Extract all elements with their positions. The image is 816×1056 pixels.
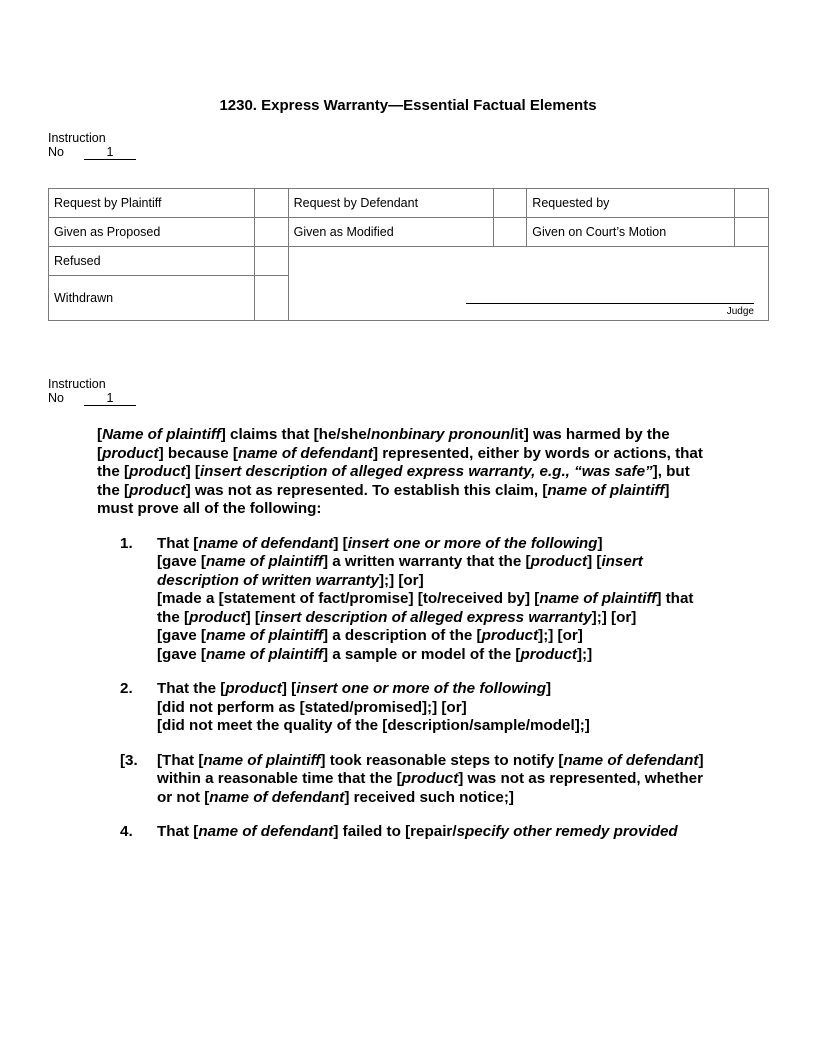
placeholder-text: name of defendant [563, 751, 699, 769]
placeholder-text: product [520, 645, 577, 663]
text-segment: ] a description of the [ [322, 627, 482, 644]
text-segment: ] within a reasonable time that the [ [157, 751, 704, 787]
placeholder-text: product [401, 770, 459, 787]
given-as-modified-label: Given as Modified [288, 218, 493, 247]
text-segment: That [ [157, 534, 199, 552]
refused-label: Refused [49, 247, 255, 276]
placeholder-text: name of plaintiff [547, 481, 665, 499]
placeholder-text: insert one or more of the following [347, 534, 598, 552]
instruction-body [97, 426, 709, 842]
request-by-plaintiff-label: Request by Plaintiff [49, 189, 255, 218]
judge-label: Judge [726, 306, 754, 317]
placeholder-text: name of plaintiff [203, 751, 321, 769]
text-segment: ];] [or] [538, 627, 583, 644]
refused-box[interactable] [254, 247, 288, 276]
text-segment: ] failed to [repair/ [333, 823, 457, 840]
text-segment: ];] [or] [378, 571, 424, 589]
text-segment: ] because [ [158, 444, 238, 462]
judge-signature-cell [288, 247, 768, 321]
request-by-defendant-box[interactable] [493, 189, 527, 218]
judge-signature-line[interactable] [466, 303, 754, 304]
text-segment: [made a [statement of fact/promise] [to/received by] [ [157, 590, 540, 607]
given-as-modified-box[interactable] [493, 218, 527, 247]
page-title: 1230. Express Warranty—Essential Factual Elements [219, 97, 597, 114]
placeholder-text: product [129, 463, 186, 480]
text-segment: ];] [576, 645, 593, 663]
instruction-number-top [48, 131, 136, 160]
element-item [97, 535, 709, 554]
item-number: 2. [120, 680, 133, 697]
option-paragraph [97, 627, 709, 646]
given-as-proposed-label: Given as Proposed [49, 218, 255, 247]
text-segment: ] [ [281, 680, 297, 697]
text-segment: ] [597, 534, 603, 552]
text-segment: ] [ [587, 553, 602, 570]
given-on-courts-motion-label: Given on Court’s Motion [527, 218, 735, 247]
placeholder-text: insert description of alleged express warranty, e.g., “was safe” [199, 463, 653, 480]
item-number: [3. [120, 751, 138, 769]
placeholder-text: insert one or more of the following [296, 680, 546, 697]
placeholder-text: name of plaintiff [539, 590, 657, 607]
withdrawn-label: Withdrawn [49, 276, 255, 321]
given-on-courts-motion-box[interactable] [735, 218, 769, 247]
withdrawn-box[interactable] [254, 276, 288, 321]
text-segment: [ [97, 426, 103, 443]
text-segment: ] [ [245, 608, 260, 626]
placeholder-text: name of plaintiff [205, 627, 323, 644]
text-segment: [gave [ [157, 645, 206, 663]
placeholder-text: product [530, 553, 588, 570]
element-item [97, 680, 709, 699]
text-segment: That [ [157, 823, 199, 840]
requested-by-label: Requested by [527, 189, 735, 218]
placeholder-text: product [225, 680, 282, 697]
text-segment: ] must prove all of the following: [97, 481, 670, 517]
option-paragraph [97, 699, 709, 718]
placeholder-text: name of defendant [198, 534, 334, 552]
request-by-plaintiff-box[interactable] [254, 189, 288, 218]
request-table [48, 188, 769, 321]
option-paragraph [97, 717, 709, 736]
placeholder-text: product [102, 444, 159, 462]
item-number: 4. [120, 823, 133, 840]
intro-paragraph [97, 426, 709, 519]
text-segment: [did not perform as [stated/promised];] [or] [157, 698, 467, 716]
placeholder-text: nonbinary pronoun [371, 426, 511, 443]
placeholder-text: specify other remedy provided [456, 823, 678, 840]
text-segment: ] claims that [he/she/ [220, 426, 371, 443]
text-segment: That the [ [157, 680, 226, 697]
text-segment: [gave [ [157, 553, 206, 570]
instruction-number[interactable]: 1 [84, 392, 136, 406]
text-segment: ] was not as represented. To establish this claim, [ [185, 481, 548, 499]
placeholder-text: insert description of alleged express warranty [259, 608, 592, 626]
text-segment: ] a written warranty that the [ [322, 553, 531, 570]
text-segment: [did not meet the quality of the [description/sample/model];] [157, 717, 590, 734]
text-segment: /it] was harmed by the [ [97, 426, 670, 462]
text-segment: ] a sample or model of the [ [322, 645, 521, 663]
text-segment: ] [ [185, 463, 200, 480]
placeholder-text: product [129, 481, 186, 499]
text-segment: ], but the [ [97, 463, 690, 499]
text-segment: ] received such notice;] [344, 788, 514, 806]
instruction-label: Instruction [48, 377, 106, 391]
option-paragraph [97, 590, 709, 627]
placeholder-text: product [189, 608, 246, 626]
placeholder-text: name of plaintiff [205, 553, 323, 570]
request-by-defendant-label: Request by Defendant [288, 189, 493, 218]
text-segment: ] took reasonable steps to notify [ [320, 751, 564, 769]
item-number: 1. [120, 534, 133, 552]
text-segment: ] was not as represented, whether or not [ [157, 770, 704, 806]
placeholder-text: name of defendant [209, 788, 345, 806]
text-segment: ] [ [333, 534, 348, 552]
placeholder-text: name of defendant [237, 444, 373, 462]
given-as-proposed-box[interactable] [254, 218, 288, 247]
element-item [97, 752, 709, 808]
placeholder-text: name of plaintiff [205, 645, 323, 663]
placeholder-text: name of defendant [198, 823, 334, 840]
element-item [97, 823, 709, 842]
placeholder-text: insert description of written warranty [157, 553, 643, 589]
option-paragraph [97, 646, 709, 665]
text-segment: [gave [ [157, 627, 206, 644]
placeholder-text: Name of plaintiff [102, 426, 221, 443]
requested-by-box[interactable] [735, 189, 769, 218]
instruction-number-bottom [48, 377, 136, 406]
no-label: No [48, 145, 64, 159]
text-segment: ] [545, 680, 552, 697]
text-segment: ] that the [ [157, 590, 694, 626]
instruction-label: Instruction [48, 131, 106, 145]
placeholder-text: product [481, 627, 539, 644]
instruction-number[interactable]: 1 [84, 146, 136, 160]
text-segment: ];] [or] [591, 608, 637, 626]
no-label: No [48, 391, 64, 405]
text-segment: ] represented, either by words or actions, that the [ [97, 444, 703, 480]
option-paragraph [97, 553, 709, 590]
text-segment: [That [ [157, 751, 204, 769]
